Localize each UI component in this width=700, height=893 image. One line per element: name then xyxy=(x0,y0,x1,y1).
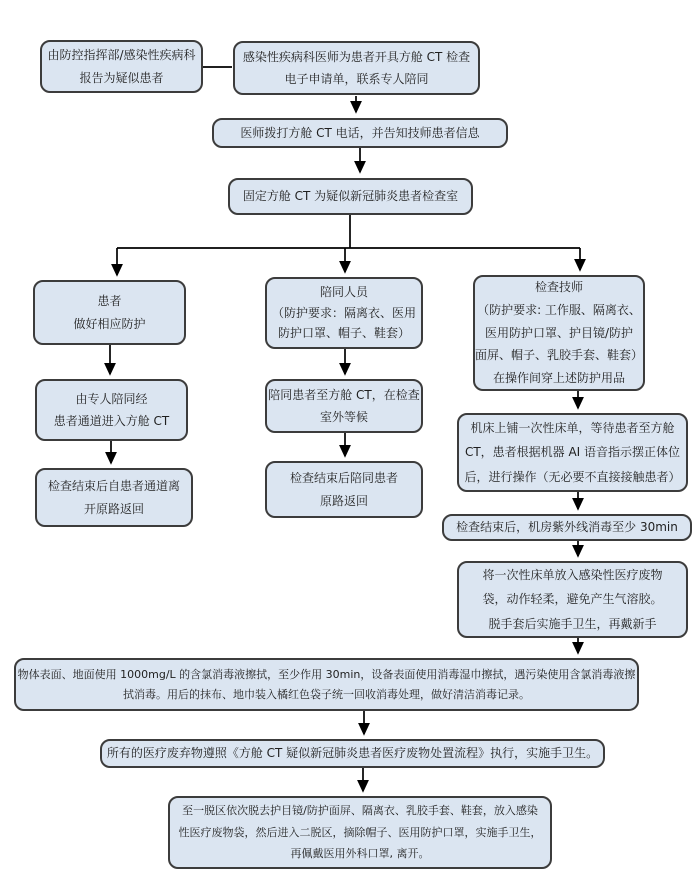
flow-node-tech-3-line: 检查结束后，机房紫外线消毒至少 30min xyxy=(456,520,678,535)
flow-node-tech-1-line: 医用防护口罩、护目镜/防护 xyxy=(484,325,634,340)
flow-node-waste-line: 所有的医疗废弃物遵照《方舱 CT 疑似新冠肺炎患者医疗废物处置流程》执行，实施手卫生。 xyxy=(106,746,599,761)
flow-node-escort-2 xyxy=(265,379,423,433)
flow-node-disinfect-line: 拭消毒。用后的抹布、地巾装入橘红色袋子统一回收消毒处理，做好清洁消毒记录。 xyxy=(123,687,530,701)
flow-node-tech-4-line: 脱手套后实施手卫生，再戴新手 xyxy=(488,616,657,631)
flow-node-patient-2-line: 由专人陪同经 xyxy=(75,391,148,406)
flow-node-escort-1-line: 防护口罩、帽子、鞋套） xyxy=(277,326,410,341)
flow-node-doffing-line: 性医疗废物袋，然后进入二脱区，摘除帽子、医用防护口罩，实施手卫生， xyxy=(178,825,542,839)
flow-node-order-line: 感染性疾病科医师为患者开具方舱 CT 检查 xyxy=(242,49,471,64)
flow-node-escort-1-line: 陪同人员 xyxy=(319,285,368,300)
flow-node-doffing xyxy=(168,796,552,869)
flow-node-fix-room xyxy=(228,178,473,215)
flow-node-tech-3 xyxy=(442,514,692,541)
flow-node-tech-1-line: （防护要求: 工作服、隔离衣、 xyxy=(477,302,641,317)
flow-node-patient-2-line: 患者通道进入方舱 CT xyxy=(53,414,170,428)
flow-node-patient-1-line: 做好相应防护 xyxy=(73,316,146,331)
flow-node-disinfect-line: 物体表面、地面使用 1000mg/L 的含氯消毒液擦拭，至少作用 30min，设备表面使用消毒湿巾擦拭，遇污染使用含氯消毒液擦 xyxy=(17,667,636,681)
flow-node-tech-1-line: 在操作间穿上述防护用品 xyxy=(492,371,625,386)
flow-node-call xyxy=(212,118,508,148)
flow-node-fix-room-line: 固定方舱 CT 为疑似新冠肺炎患者检查室 xyxy=(242,189,459,204)
flow-node-escort-2-line: 室外等候 xyxy=(319,410,368,424)
flow-node-escort-3 xyxy=(265,461,423,518)
flow-node-tech-2-line: 机床上铺一次性床单，等待患者至方舱 xyxy=(470,420,675,435)
flow-node-tech-2-line: 后，进行操作（无必要不直接接触患者） xyxy=(464,469,681,484)
flow-node-report-line: 由防控指挥部/感染性疾病科 xyxy=(47,48,196,63)
flow-node-disinfect xyxy=(14,658,639,711)
flow-node-report-line: 报告为疑似患者 xyxy=(79,70,164,85)
flow-node-report xyxy=(40,40,203,93)
flow-node-waste xyxy=(100,739,605,768)
flow-node-patient-2 xyxy=(35,379,188,441)
flow-node-order-line: 电子申请单，联系专人陪同 xyxy=(284,72,429,86)
flow-node-patient-3-line: 检查结束后自患者通道离 xyxy=(47,479,180,494)
flow-node-tech-2 xyxy=(457,413,688,492)
flow-node-tech-4-line: 袋，动作轻柔，避免产生气溶胶。 xyxy=(482,592,663,607)
flow-node-escort-1 xyxy=(265,277,423,349)
flow-node-patient-1-line: 患者 xyxy=(97,294,122,309)
flow-node-tech-4-line: 将一次性床单放入感染性医疗废物 xyxy=(482,567,663,582)
flow-node-escort-2-line: 陪同患者至方舱 CT，在检查 xyxy=(268,387,420,402)
flow-node-doffing-line: 再佩戴医用外科口罩, 离开。 xyxy=(290,847,430,861)
flow-node-order xyxy=(233,41,480,95)
flow-node-tech-4 xyxy=(457,561,688,638)
flow-node-escort-3-line: 原路返回 xyxy=(319,493,368,508)
flow-node-doffing-line: 至一脱区依次脱去护目镜/防护面屏、隔离衣、乳胶手套、鞋套，放入感染 xyxy=(182,804,538,818)
flow-node-tech-1 xyxy=(473,275,645,391)
flow-node-call-line: 医师拨打方舱 CT 电话，并告知技师患者信息 xyxy=(240,125,480,140)
flow-node-patient-3 xyxy=(35,468,193,527)
flow-node-tech-1-line: 面屏、帽子、乳胶手套、鞋套） xyxy=(475,348,644,363)
flow-node-escort-1-line: （防护要求：隔离衣、医用 xyxy=(271,305,416,320)
flow-node-tech-2-line: CT，患者根据机器 AI 语音指示摆正体位 xyxy=(464,445,681,460)
flow-node-patient-3-line: 开原路返回 xyxy=(83,501,144,516)
flow-node-tech-1-line: 检查技师 xyxy=(534,280,583,295)
flow-node-patient-1 xyxy=(33,280,186,345)
flow-node-escort-3-line: 检查结束后陪同患者 xyxy=(289,471,398,486)
